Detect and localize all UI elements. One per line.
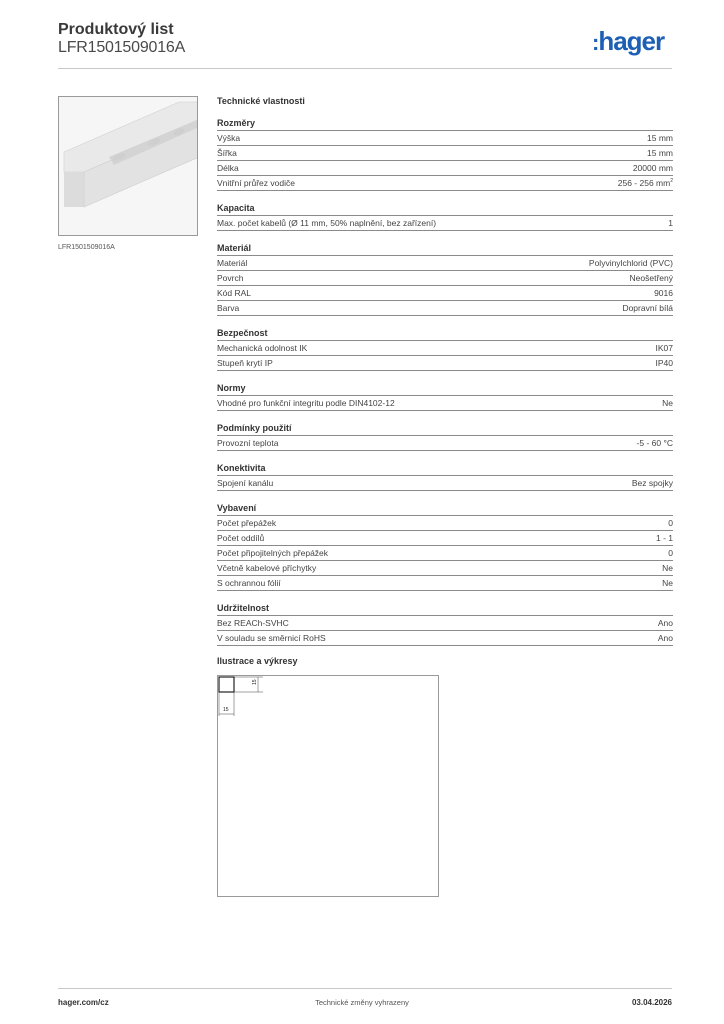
spec-row <box>217 531 673 546</box>
spec-value <box>630 271 673 285</box>
spec-row <box>217 356 673 371</box>
spec-section-title: Kapacita <box>217 201 673 216</box>
specs-panel <box>217 96 673 656</box>
spec-value <box>668 216 673 230</box>
spec-label: Barva <box>217 303 240 313</box>
spec-row <box>217 131 673 146</box>
spec-label: Stupeň krytí IP <box>217 358 273 368</box>
header-divider <box>58 68 672 69</box>
spec-value-text: Ano <box>657 633 673 643</box>
spec-row <box>217 631 673 646</box>
spec-value-text: 0 <box>668 548 673 558</box>
spec-section <box>217 116 673 191</box>
footer-website-link[interactable]: hager.com/cz <box>58 998 109 1007</box>
spec-value-text: 0 <box>668 518 673 528</box>
spec-value <box>658 631 673 645</box>
spec-value-text: -5 - 60 °C <box>636 438 673 448</box>
spec-value <box>632 476 673 490</box>
dim-width-label: 15 <box>223 707 229 713</box>
spec-section-title: Normy <box>217 381 673 396</box>
spec-value-text: Bez spojky <box>631 478 673 488</box>
spec-value-text: Polyvinylchlorid (PVC) <box>588 258 673 268</box>
spec-row <box>217 576 673 591</box>
spec-section <box>217 326 673 371</box>
spec-row <box>217 176 673 191</box>
spec-section <box>217 601 673 646</box>
spec-row <box>217 161 673 176</box>
spec-label: Počet přepážek <box>217 518 277 528</box>
spec-label: Materiál <box>217 258 248 268</box>
spec-label: Délka <box>217 163 239 173</box>
spec-value <box>622 301 673 315</box>
illustration-frame <box>217 675 439 897</box>
spec-row <box>217 436 673 451</box>
spec-row <box>217 286 673 301</box>
spec-label: Včetně kabelové příchytky <box>217 563 317 573</box>
spec-label: Povrch <box>217 273 244 283</box>
specs-heading: Technické vlastnosti <box>217 96 305 106</box>
spec-value <box>656 341 674 355</box>
spec-value <box>658 616 673 630</box>
spec-value-text: IP40 <box>655 358 673 368</box>
spec-value-text: Neošetřený <box>629 273 673 283</box>
spec-label: Kód RAL <box>217 288 252 298</box>
spec-section <box>217 461 673 491</box>
spec-label: Počet připojitelných přepážek <box>217 548 329 558</box>
product-code: LFR1501509016A <box>58 39 186 56</box>
spec-label: S ochrannou fólií <box>217 578 281 588</box>
spec-value <box>589 256 673 270</box>
photo-caption: LFR1501509016A <box>58 244 115 251</box>
spec-label: Bez REACh-SVHC <box>217 618 289 628</box>
spec-section <box>217 241 673 316</box>
spec-row <box>217 516 673 531</box>
spec-value <box>647 131 673 145</box>
spec-value-text: IK07 <box>655 343 673 353</box>
page-title: Produktový list <box>58 21 174 38</box>
product-photo <box>58 96 198 236</box>
dimension-drawing <box>218 676 438 896</box>
spec-value-text: 256 - 256 mm <box>617 178 671 188</box>
illustration-heading: Ilustrace a výkresy <box>217 656 298 666</box>
footer-date: 03.04.2026 <box>631 998 672 1007</box>
spec-row <box>217 476 673 491</box>
spec-value <box>656 356 674 370</box>
spec-value <box>668 516 673 530</box>
spec-label: Počet oddílů <box>217 533 265 543</box>
spec-value <box>662 576 673 590</box>
spec-row <box>217 301 673 316</box>
spec-section <box>217 421 673 451</box>
spec-value-superscript: 2 <box>670 178 673 185</box>
spec-value-text: 1 - 1 <box>655 533 673 543</box>
spec-value-text: 20000 mm <box>632 163 673 173</box>
spec-row <box>217 341 673 356</box>
spec-label: Spojení kanálu <box>217 478 274 488</box>
spec-label: Provozní teplota <box>217 438 279 448</box>
spec-value <box>637 436 673 450</box>
spec-value <box>647 146 673 160</box>
spec-section <box>217 501 673 591</box>
spec-value-text: 15 mm <box>647 148 673 158</box>
spec-value-text: Ano <box>657 618 673 628</box>
logo-text: hager <box>598 26 665 56</box>
spec-section <box>217 381 673 411</box>
spec-value-text: Dopravní bílá <box>622 303 673 313</box>
spec-value <box>633 161 673 175</box>
spec-label: Šířka <box>217 148 237 158</box>
spec-row <box>217 396 673 411</box>
spec-row <box>217 216 673 231</box>
spec-label: Max. počet kabelů (Ø 11 mm, 50% naplnění, bez zařízení) <box>217 218 437 228</box>
spec-value <box>656 531 673 545</box>
spec-value <box>618 176 673 190</box>
spec-value <box>668 546 673 560</box>
footer-note: Technické změny vyhrazeny <box>315 998 409 1007</box>
spec-row <box>217 256 673 271</box>
spec-section-title: Udržitelnost <box>217 601 673 616</box>
spec-label: Výška <box>217 133 241 143</box>
spec-section <box>217 201 673 231</box>
dim-height-label: 15 <box>252 679 258 685</box>
hager-logo: :hager <box>592 26 665 56</box>
spec-value <box>662 396 673 410</box>
spec-label: V souladu se směrnicí RoHS <box>217 633 326 643</box>
spec-value-text: Ne <box>662 578 673 588</box>
spec-row <box>217 561 673 576</box>
spec-row <box>217 271 673 286</box>
spec-label: Vnitřní průřez vodiče <box>217 178 295 188</box>
spec-value-text: 9016 <box>654 288 673 298</box>
footer-divider <box>58 988 672 989</box>
cable-trunking-image <box>59 97 198 236</box>
spec-section-title: Materiál <box>217 241 673 256</box>
spec-label: Mechanická odolnost IK <box>217 343 308 353</box>
spec-section-title: Bezpečnost <box>217 326 673 341</box>
spec-label: Vhodné pro funkční integritu podle DIN4102-12 <box>217 398 395 408</box>
spec-section-title: Rozměry <box>217 116 673 131</box>
spec-section-title: Konektivita <box>217 461 673 476</box>
spec-row <box>217 546 673 561</box>
spec-section-title: Podmínky použití <box>217 421 673 436</box>
spec-value <box>654 286 673 300</box>
spec-section-title: Vybavení <box>217 501 673 516</box>
spec-value-text: 15 mm <box>647 133 673 143</box>
spec-value-text: Ne <box>662 563 673 573</box>
spec-value <box>662 561 673 575</box>
spec-row <box>217 616 673 631</box>
spec-value-text: 1 <box>668 218 673 228</box>
spec-row <box>217 146 673 161</box>
spec-value-text: Ne <box>662 398 673 408</box>
